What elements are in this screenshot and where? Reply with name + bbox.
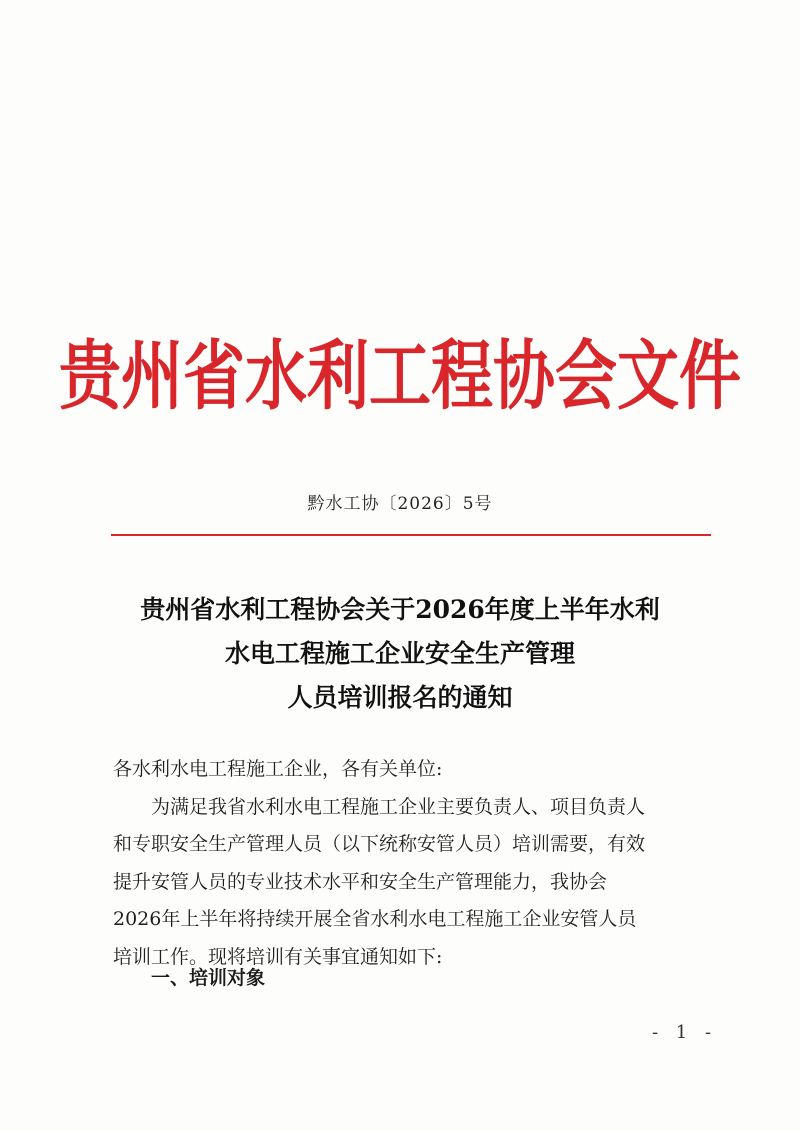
paragraph-line-3: 提升安管人员的专业技术水平和安全生产管理能力，我协会 xyxy=(113,870,608,893)
paragraph-line-1: 为满足我省水利水电工程施工企业主要负责人、项目负责人 xyxy=(151,795,646,818)
org-document-header: 贵州省水利工程协会文件 xyxy=(58,331,741,421)
salutation: 各水利水电工程施工企业，各有关单位: xyxy=(113,758,443,780)
page-number: - 1 - xyxy=(652,1022,718,1043)
notice-title xyxy=(0,588,800,720)
notice-title-line-3: 人员培训报名的通知 xyxy=(287,683,513,712)
red-divider-line xyxy=(111,534,711,536)
paragraph-line-2: 和专职安全生产管理人员（以下统称安管人员）培训需要，有效 xyxy=(113,833,646,855)
notice-title-line-1: 贵州省水利工程协会关于2026年度上半年水利 xyxy=(140,595,660,624)
notice-title-line-2: 水电工程施工企业安全生产管理 xyxy=(224,639,575,668)
document-number: 黔水工协〔2026〕5号 xyxy=(307,494,493,514)
notice-body xyxy=(113,751,713,976)
section-heading: 一、培训对象 xyxy=(151,967,266,989)
paragraph-line-5: 培训工作。现将培训有关事宜通知如下: xyxy=(113,945,443,968)
paragraph-line-4: 2026年上半年将持续开展全省水利水电工程施工企业安管人员 xyxy=(113,908,637,930)
